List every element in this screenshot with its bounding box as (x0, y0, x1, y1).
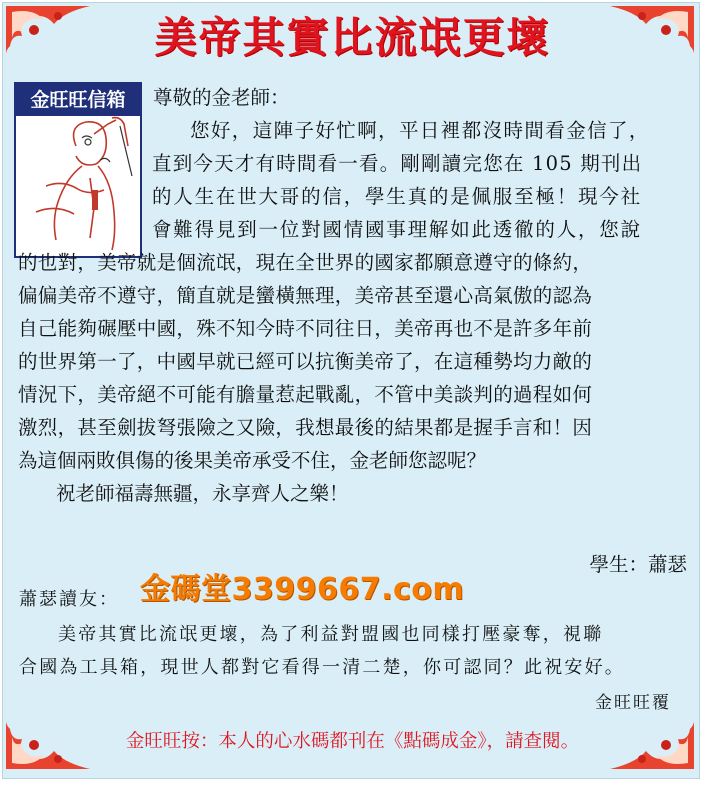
letter-closing: 祝老師福壽無疆，永享齊人之樂！ (56, 482, 349, 505)
letter-line: 您好，這陣子好忙啊，平日裡都沒時間看金信了， (190, 119, 650, 142)
letter-line: 的也對，美帝就是個流氓，現在全世界的國家都願意遵守的條約， (18, 251, 593, 274)
reply-line: 美帝其實比流氓更壞，為了利益對盟國也同樣打壓豪奪，視聯 (58, 624, 604, 645)
letter-line: 會難得見到一位對國情國事理解如此透徹的人，您說 (152, 218, 642, 241)
letter-line: 直到今天才有時間看一看。剛剛讀完您在 105 期刊出 (152, 152, 643, 175)
letter-line: 自己能夠碾壓中國，殊不知今時不同往日，美帝再也不是許多年前 (18, 317, 593, 340)
letter-line: 偏偏美帝不遵守，簡直就是蠻橫無理，美帝甚至還心高氣傲的認為 (18, 284, 593, 307)
letter-line: 的世界第一了，中國早就已經可以抗衡美帝了，在這種勢均力敵的 (18, 350, 593, 373)
column-logo (14, 82, 142, 258)
reply-greeting: 蕭瑟讀友： (19, 589, 119, 610)
footer-note: 金旺旺按：本人的心水碼都刊在《點碼成金》，請查閱。 (125, 731, 580, 752)
letter-signature: 學生：蕭瑟 (589, 553, 687, 576)
letter-salutation: 尊敬的金老師： (153, 86, 290, 109)
letter-line: 情況下，美帝絕不可能有膽量惹起戰亂，不管中美談判的過程如何 (18, 383, 593, 406)
reply-line: 合國為工具箱，現世人都對它看得一清二楚，你可認同？此祝安好。 (19, 657, 625, 678)
letter-line: 激烈，甚至劍拔弩張險之又險，我想最後的結果都是握手言和！因 (18, 416, 593, 439)
letter-line: 為這個兩敗俱傷的後果美帝承受不住，金老師您認呢？ (18, 449, 487, 472)
page-title: 美帝其實比流氓更壞 (154, 13, 551, 62)
letter-line: 的人生在世大哥的信，學生真的是佩服至極！現今社 (152, 185, 642, 208)
watermark-text: 金碼堂3399667.com (140, 572, 465, 607)
column-title: 金旺旺信箱 (16, 84, 140, 116)
reply-signature: 金旺旺覆 (595, 693, 671, 713)
columnist-sketch-image (16, 116, 140, 256)
